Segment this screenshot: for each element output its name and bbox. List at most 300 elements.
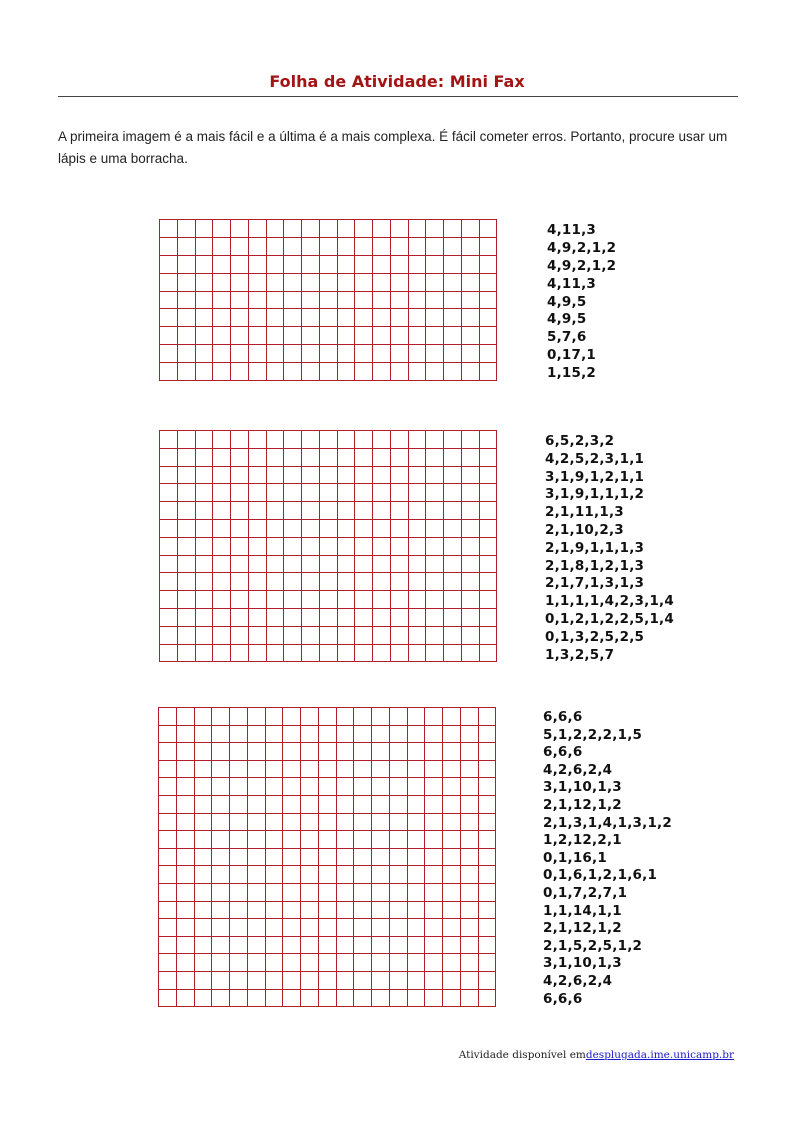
grid-cell[interactable] <box>248 608 266 626</box>
grid-cell[interactable] <box>478 725 496 743</box>
grid-cell[interactable] <box>426 537 444 555</box>
grid-cell[interactable] <box>284 519 302 537</box>
grid-cell[interactable] <box>231 484 249 502</box>
grid-cell[interactable] <box>407 866 425 884</box>
grid-cell[interactable] <box>444 466 462 484</box>
grid-cell[interactable] <box>337 519 355 537</box>
grid-cell[interactable] <box>443 760 461 778</box>
grid-cell[interactable] <box>283 936 301 954</box>
grid-cell[interactable] <box>230 866 248 884</box>
grid-cell[interactable] <box>479 237 497 255</box>
grid-cell[interactable] <box>407 743 425 761</box>
grid-cell[interactable] <box>318 989 336 1007</box>
grid-cell[interactable] <box>479 573 497 591</box>
grid-cell[interactable] <box>407 971 425 989</box>
grid-cell[interactable] <box>461 220 479 238</box>
grid-cell[interactable] <box>283 760 301 778</box>
grid-cell[interactable] <box>390 626 408 644</box>
grid-cell[interactable] <box>194 813 212 831</box>
grid-cell[interactable] <box>159 725 177 743</box>
grid-cell[interactable] <box>231 644 249 662</box>
grid-cell[interactable] <box>355 502 373 520</box>
grid-cell[interactable] <box>479 431 497 449</box>
grid-cell[interactable] <box>231 237 249 255</box>
grid-cell[interactable] <box>373 466 391 484</box>
grid-cell[interactable] <box>389 778 407 796</box>
grid-cell[interactable] <box>444 431 462 449</box>
grid-cell[interactable] <box>319 591 337 609</box>
grid-cell[interactable] <box>302 484 320 502</box>
grid-cell[interactable] <box>212 778 230 796</box>
grid-cell[interactable] <box>159 954 177 972</box>
grid-cell[interactable] <box>337 448 355 466</box>
grid-cell[interactable] <box>337 555 355 573</box>
grid-cell[interactable] <box>443 989 461 1007</box>
grid-cell[interactable] <box>247 936 265 954</box>
grid-cell[interactable] <box>266 537 284 555</box>
grid-cell[interactable] <box>194 778 212 796</box>
grid-cell[interactable] <box>390 220 408 238</box>
grid-cell[interactable] <box>389 848 407 866</box>
grid-cell[interactable] <box>301 831 319 849</box>
grid-cell[interactable] <box>425 919 443 937</box>
grid-cell[interactable] <box>426 626 444 644</box>
grid-cell[interactable] <box>389 919 407 937</box>
grid-cell[interactable] <box>231 537 249 555</box>
grid-cell[interactable] <box>479 502 497 520</box>
grid-cell[interactable] <box>444 573 462 591</box>
grid-cell[interactable] <box>319 626 337 644</box>
grid-cell[interactable] <box>372 989 390 1007</box>
grid-cell[interactable] <box>283 725 301 743</box>
grid-cell[interactable] <box>355 644 373 662</box>
grid-cell[interactable] <box>426 502 444 520</box>
grid-cell[interactable] <box>194 848 212 866</box>
grid-cell[interactable] <box>231 608 249 626</box>
grid-cell[interactable] <box>284 255 302 273</box>
grid-cell[interactable] <box>372 901 390 919</box>
grid-cell[interactable] <box>159 901 177 919</box>
grid-cell[interactable] <box>354 848 372 866</box>
grid-cell[interactable] <box>160 255 178 273</box>
grid-cell[interactable] <box>283 866 301 884</box>
grid-cell[interactable] <box>408 255 426 273</box>
grid-cell[interactable] <box>212 743 230 761</box>
grid-cell[interactable] <box>319 484 337 502</box>
grid-cell[interactable] <box>194 901 212 919</box>
grid-cell[interactable] <box>373 345 391 363</box>
grid-cell[interactable] <box>426 255 444 273</box>
grid-cell[interactable] <box>231 466 249 484</box>
grid-cell[interactable] <box>265 725 283 743</box>
grid-cell[interactable] <box>336 971 354 989</box>
grid-cell[interactable] <box>479 537 497 555</box>
grid-cell[interactable] <box>301 919 319 937</box>
grid-cell[interactable] <box>426 484 444 502</box>
grid-cell[interactable] <box>195 573 213 591</box>
grid-cell[interactable] <box>372 708 390 726</box>
grid-cell[interactable] <box>373 555 391 573</box>
grid-cell[interactable] <box>478 743 496 761</box>
grid-cell[interactable] <box>460 883 478 901</box>
grid-cell[interactable] <box>318 936 336 954</box>
grid-cell[interactable] <box>354 831 372 849</box>
grid-cell[interactable] <box>408 431 426 449</box>
grid-cell[interactable] <box>160 502 178 520</box>
grid-cell[interactable] <box>318 760 336 778</box>
grid-cell[interactable] <box>461 466 479 484</box>
grid-cell[interactable] <box>213 519 231 537</box>
grid-cell[interactable] <box>195 519 213 537</box>
grid-cell[interactable] <box>407 989 425 1007</box>
grid-cell[interactable] <box>444 502 462 520</box>
grid-cell[interactable] <box>213 573 231 591</box>
grid-cell[interactable] <box>354 725 372 743</box>
grid-cell[interactable] <box>444 555 462 573</box>
pixel-grid-1[interactable] <box>159 219 497 381</box>
grid-cell[interactable] <box>231 291 249 309</box>
grid-cell[interactable] <box>284 626 302 644</box>
grid-cell[interactable] <box>301 989 319 1007</box>
grid-cell[interactable] <box>336 901 354 919</box>
grid-cell[interactable] <box>159 848 177 866</box>
grid-cell[interactable] <box>213 502 231 520</box>
grid-cell[interactable] <box>408 273 426 291</box>
grid-cell[interactable] <box>194 795 212 813</box>
grid-cell[interactable] <box>373 291 391 309</box>
grid-cell[interactable] <box>389 725 407 743</box>
grid-cell[interactable] <box>354 901 372 919</box>
grid-cell[interactable] <box>425 954 443 972</box>
grid-cell[interactable] <box>425 708 443 726</box>
grid-cell[interactable] <box>160 626 178 644</box>
grid-cell[interactable] <box>212 848 230 866</box>
grid-cell[interactable] <box>460 954 478 972</box>
grid-cell[interactable] <box>355 327 373 345</box>
grid-cell[interactable] <box>284 573 302 591</box>
grid-cell[interactable] <box>265 778 283 796</box>
grid-cell[interactable] <box>195 291 213 309</box>
grid-cell[interactable] <box>160 237 178 255</box>
grid-cell[interactable] <box>283 989 301 1007</box>
grid-cell[interactable] <box>230 743 248 761</box>
grid-cell[interactable] <box>390 255 408 273</box>
grid-cell[interactable] <box>213 220 231 238</box>
grid-cell[interactable] <box>231 345 249 363</box>
grid-cell[interactable] <box>461 448 479 466</box>
grid-cell[interactable] <box>337 309 355 327</box>
grid-cell[interactable] <box>266 345 284 363</box>
grid-cell[interactable] <box>372 954 390 972</box>
grid-cell[interactable] <box>177 363 195 381</box>
grid-cell[interactable] <box>160 309 178 327</box>
grid-cell[interactable] <box>160 466 178 484</box>
grid-cell[interactable] <box>301 883 319 901</box>
grid-cell[interactable] <box>212 971 230 989</box>
grid-cell[interactable] <box>460 866 478 884</box>
grid-cell[interactable] <box>355 626 373 644</box>
grid-cell[interactable] <box>176 848 194 866</box>
grid-cell[interactable] <box>248 448 266 466</box>
grid-cell[interactable] <box>301 708 319 726</box>
grid-cell[interactable] <box>336 725 354 743</box>
grid-cell[interactable] <box>425 866 443 884</box>
grid-cell[interactable] <box>176 971 194 989</box>
grid-cell[interactable] <box>354 919 372 937</box>
grid-cell[interactable] <box>213 591 231 609</box>
grid-cell[interactable] <box>389 936 407 954</box>
grid-cell[interactable] <box>354 989 372 1007</box>
grid-cell[interactable] <box>247 901 265 919</box>
grid-cell[interactable] <box>355 466 373 484</box>
grid-cell[interactable] <box>337 431 355 449</box>
grid-cell[interactable] <box>426 345 444 363</box>
grid-cell[interactable] <box>177 237 195 255</box>
grid-cell[interactable] <box>389 708 407 726</box>
grid-cell[interactable] <box>408 363 426 381</box>
grid-cell[interactable] <box>337 644 355 662</box>
grid-cell[interactable] <box>443 708 461 726</box>
grid-cell[interactable] <box>443 848 461 866</box>
grid-cell[interactable] <box>478 708 496 726</box>
grid-cell[interactable] <box>177 626 195 644</box>
grid-cell[interactable] <box>194 831 212 849</box>
grid-cell[interactable] <box>230 708 248 726</box>
grid-cell[interactable] <box>478 989 496 1007</box>
grid-cell[interactable] <box>461 484 479 502</box>
grid-cell[interactable] <box>425 795 443 813</box>
grid-cell[interactable] <box>248 519 266 537</box>
grid-cell[interactable] <box>390 345 408 363</box>
grid-cell[interactable] <box>390 484 408 502</box>
grid-cell[interactable] <box>390 466 408 484</box>
grid-cell[interactable] <box>194 883 212 901</box>
grid-cell[interactable] <box>230 883 248 901</box>
grid-cell[interactable] <box>160 555 178 573</box>
grid-cell[interactable] <box>444 448 462 466</box>
grid-cell[interactable] <box>336 708 354 726</box>
grid-cell[interactable] <box>478 831 496 849</box>
grid-cell[interactable] <box>390 502 408 520</box>
grid-cell[interactable] <box>337 327 355 345</box>
grid-cell[interactable] <box>283 919 301 937</box>
grid-cell[interactable] <box>354 866 372 884</box>
grid-cell[interactable] <box>336 743 354 761</box>
grid-cell[interactable] <box>176 725 194 743</box>
grid-cell[interactable] <box>284 448 302 466</box>
grid-cell[interactable] <box>318 971 336 989</box>
grid-cell[interactable] <box>426 237 444 255</box>
grid-cell[interactable] <box>283 795 301 813</box>
grid-cell[interactable] <box>407 936 425 954</box>
grid-cell[interactable] <box>230 919 248 937</box>
grid-cell[interactable] <box>159 708 177 726</box>
grid-cell[interactable] <box>444 519 462 537</box>
grid-cell[interactable] <box>248 363 266 381</box>
grid-cell[interactable] <box>319 519 337 537</box>
grid-cell[interactable] <box>160 345 178 363</box>
grid-cell[interactable] <box>160 363 178 381</box>
grid-cell[interactable] <box>390 608 408 626</box>
grid-cell[interactable] <box>176 919 194 937</box>
grid-cell[interactable] <box>355 363 373 381</box>
grid-cell[interactable] <box>443 883 461 901</box>
grid-cell[interactable] <box>407 954 425 972</box>
grid-cell[interactable] <box>478 760 496 778</box>
grid-cell[interactable] <box>302 502 320 520</box>
grid-cell[interactable] <box>266 644 284 662</box>
grid-cell[interactable] <box>373 573 391 591</box>
grid-cell[interactable] <box>266 237 284 255</box>
grid-cell[interactable] <box>230 971 248 989</box>
grid-cell[interactable] <box>444 273 462 291</box>
grid-cell[interactable] <box>390 273 408 291</box>
grid-cell[interactable] <box>283 901 301 919</box>
grid-cell[interactable] <box>373 591 391 609</box>
grid-cell[interactable] <box>195 327 213 345</box>
grid-cell[interactable] <box>283 778 301 796</box>
grid-cell[interactable] <box>460 848 478 866</box>
grid-cell[interactable] <box>212 760 230 778</box>
grid-cell[interactable] <box>230 901 248 919</box>
grid-cell[interactable] <box>231 431 249 449</box>
grid-cell[interactable] <box>337 502 355 520</box>
grid-cell[interactable] <box>319 502 337 520</box>
grid-cell[interactable] <box>389 743 407 761</box>
grid-cell[interactable] <box>426 644 444 662</box>
grid-cell[interactable] <box>284 431 302 449</box>
grid-cell[interactable] <box>265 848 283 866</box>
grid-cell[interactable] <box>248 220 266 238</box>
grid-cell[interactable] <box>319 644 337 662</box>
grid-cell[interactable] <box>407 883 425 901</box>
grid-cell[interactable] <box>373 431 391 449</box>
grid-cell[interactable] <box>443 954 461 972</box>
grid-cell[interactable] <box>425 760 443 778</box>
grid-cell[interactable] <box>248 237 266 255</box>
grid-cell[interactable] <box>355 431 373 449</box>
grid-cell[interactable] <box>212 954 230 972</box>
grid-cell[interactable] <box>337 345 355 363</box>
grid-cell[interactable] <box>248 466 266 484</box>
grid-cell[interactable] <box>195 309 213 327</box>
grid-cell[interactable] <box>319 291 337 309</box>
grid-cell[interactable] <box>390 237 408 255</box>
grid-cell[interactable] <box>266 502 284 520</box>
grid-cell[interactable] <box>336 919 354 937</box>
grid-cell[interactable] <box>194 919 212 937</box>
grid-cell[interactable] <box>460 901 478 919</box>
grid-cell[interactable] <box>390 573 408 591</box>
grid-cell[interactable] <box>318 708 336 726</box>
grid-cell[interactable] <box>265 795 283 813</box>
grid-cell[interactable] <box>266 608 284 626</box>
grid-cell[interactable] <box>443 901 461 919</box>
grid-cell[interactable] <box>301 725 319 743</box>
grid-cell[interactable] <box>231 220 249 238</box>
grid-cell[interactable] <box>319 573 337 591</box>
grid-cell[interactable] <box>372 936 390 954</box>
grid-cell[interactable] <box>425 848 443 866</box>
grid-cell[interactable] <box>319 273 337 291</box>
grid-cell[interactable] <box>407 919 425 937</box>
grid-cell[interactable] <box>425 743 443 761</box>
grid-cell[interactable] <box>301 866 319 884</box>
grid-cell[interactable] <box>248 555 266 573</box>
grid-cell[interactable] <box>248 345 266 363</box>
grid-cell[interactable] <box>372 971 390 989</box>
grid-cell[interactable] <box>408 573 426 591</box>
grid-cell[interactable] <box>373 220 391 238</box>
grid-cell[interactable] <box>195 644 213 662</box>
grid-cell[interactable] <box>319 327 337 345</box>
grid-cell[interactable] <box>195 466 213 484</box>
grid-cell[interactable] <box>231 502 249 520</box>
grid-cell[interactable] <box>212 725 230 743</box>
grid-cell[interactable] <box>177 345 195 363</box>
grid-cell[interactable] <box>373 608 391 626</box>
grid-cell[interactable] <box>408 237 426 255</box>
grid-cell[interactable] <box>479 466 497 484</box>
grid-cell[interactable] <box>336 954 354 972</box>
grid-cell[interactable] <box>319 448 337 466</box>
grid-cell[interactable] <box>195 448 213 466</box>
grid-cell[interactable] <box>355 273 373 291</box>
grid-cell[interactable] <box>461 327 479 345</box>
grid-cell[interactable] <box>443 971 461 989</box>
grid-cell[interactable] <box>213 291 231 309</box>
grid-cell[interactable] <box>231 309 249 327</box>
grid-cell[interactable] <box>176 936 194 954</box>
grid-cell[interactable] <box>212 919 230 937</box>
grid-cell[interactable] <box>301 848 319 866</box>
grid-cell[interactable] <box>283 813 301 831</box>
grid-cell[interactable] <box>284 555 302 573</box>
grid-cell[interactable] <box>177 484 195 502</box>
grid-cell[interactable] <box>265 743 283 761</box>
grid-cell[interactable] <box>479 220 497 238</box>
grid-cell[interactable] <box>478 813 496 831</box>
grid-cell[interactable] <box>302 220 320 238</box>
grid-cell[interactable] <box>230 760 248 778</box>
grid-cell[interactable] <box>266 466 284 484</box>
grid-cell[interactable] <box>372 778 390 796</box>
grid-cell[interactable] <box>159 831 177 849</box>
grid-cell[interactable] <box>337 466 355 484</box>
grid-cell[interactable] <box>460 919 478 937</box>
grid-cell[interactable] <box>230 831 248 849</box>
grid-cell[interactable] <box>195 537 213 555</box>
grid-cell[interactable] <box>230 725 248 743</box>
grid-cell[interactable] <box>426 327 444 345</box>
grid-cell[interactable] <box>248 537 266 555</box>
grid-cell[interactable] <box>176 760 194 778</box>
grid-cell[interactable] <box>443 778 461 796</box>
grid-cell[interactable] <box>213 255 231 273</box>
grid-cell[interactable] <box>318 795 336 813</box>
grid-cell[interactable] <box>444 591 462 609</box>
grid-cell[interactable] <box>195 345 213 363</box>
grid-cell[interactable] <box>248 644 266 662</box>
grid-cell[interactable] <box>337 573 355 591</box>
grid-cell[interactable] <box>247 778 265 796</box>
grid-cell[interactable] <box>407 778 425 796</box>
grid-cell[interactable] <box>390 537 408 555</box>
grid-cell[interactable] <box>336 883 354 901</box>
grid-cell[interactable] <box>461 573 479 591</box>
grid-cell[interactable] <box>284 502 302 520</box>
grid-cell[interactable] <box>318 883 336 901</box>
